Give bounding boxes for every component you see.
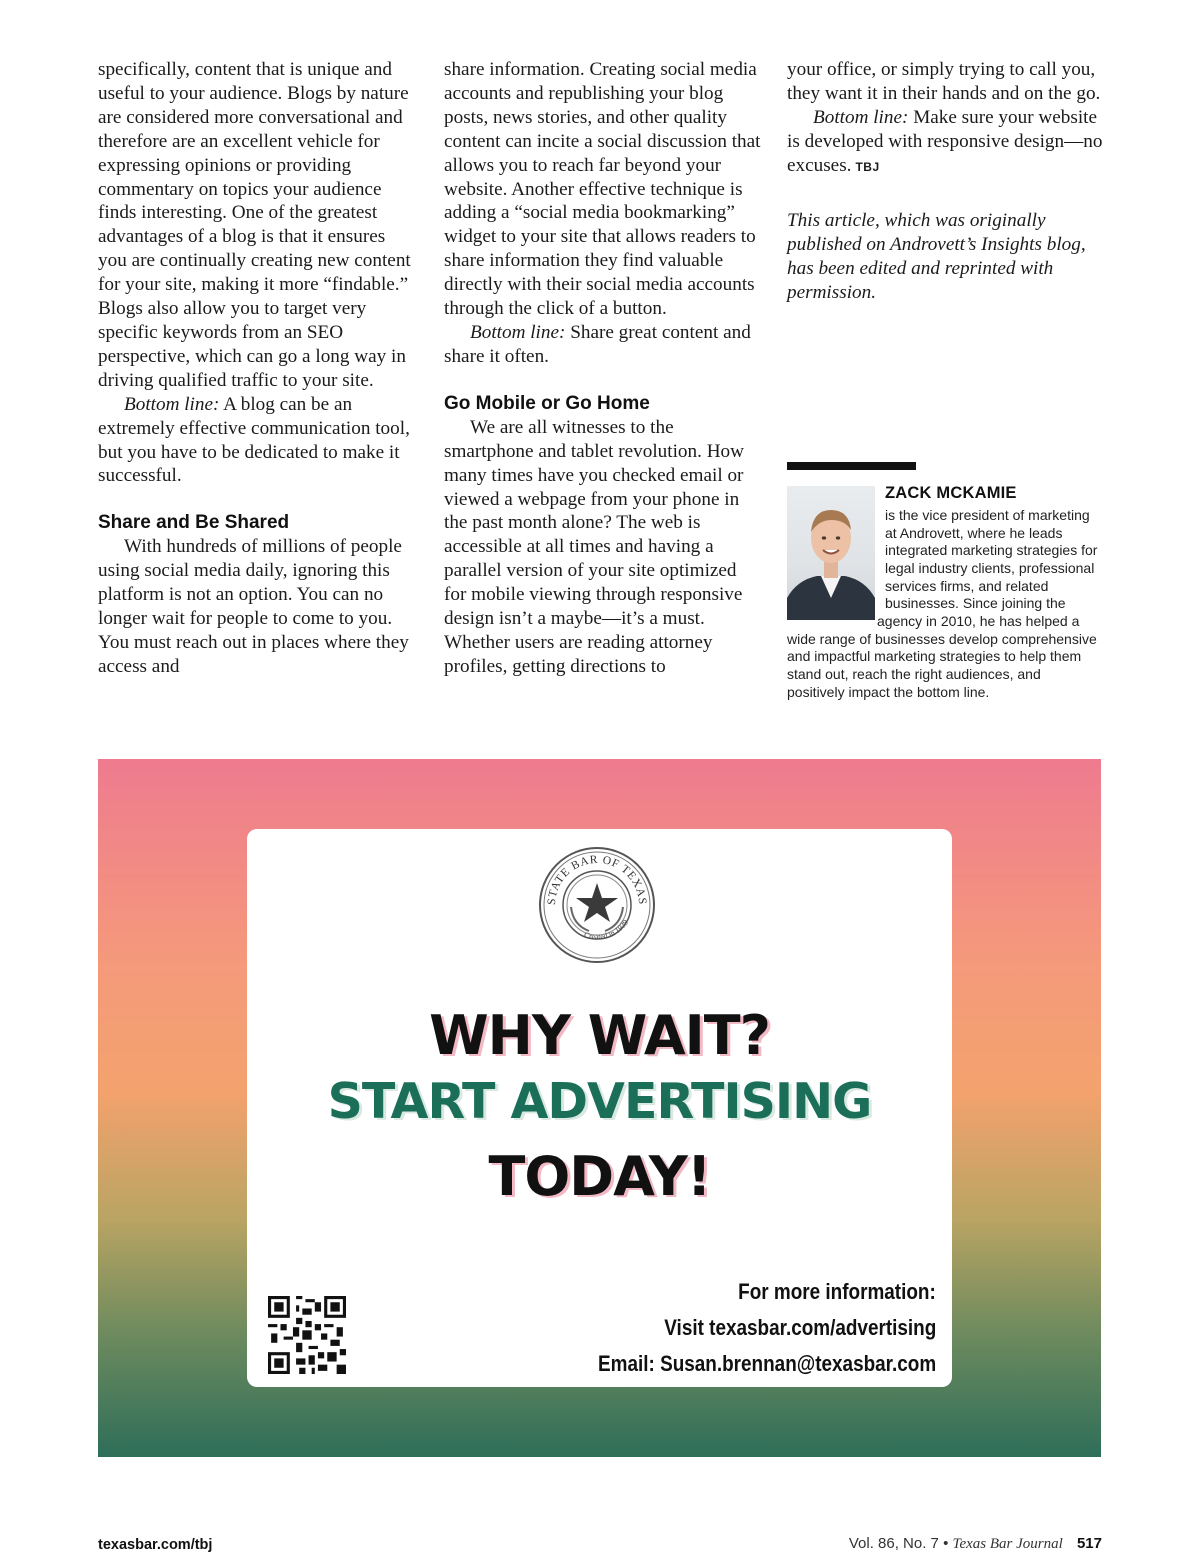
advertisement (98, 759, 1101, 1457)
paragraph: share information. Creating social media accounts and republishing your blog posts, news stories, and other quality content can incite a social discussion that allows you to reach far beyond your website. Another effective technique is adding a “social media bookmarking” widget to your site that allows readers to share information they find valuable directly with their social media accounts through the click of a button. (444, 59, 761, 320)
paragraph: We are all witnesses to the smartphone and tablet revolution. How many times have you checked email or viewed a webpage from your phone in the past month alone? The web is accessible at all times and having a parallel version of your site optimized for mobile viewing through responsive design isn’t a maybe—it’s a must. Whether users are reading attorney profiles, getting directions to (444, 416, 745, 677)
bottom-line-label: Bottom line: (470, 321, 566, 343)
paragraph: With hundreds of millions of people using social media daily, ignoring this platform is not an option. You can no longer wait for people to come to you. You must reach out in places where they access and (98, 536, 409, 677)
qr-code-icon[interactable] (268, 1296, 346, 1374)
bio-line: integrated marketing strategies for (885, 542, 1098, 558)
reprint-note: This article, which was originally published on Androvett’s Insights blog, has been edited and reprinted with permission. (787, 209, 1086, 303)
bio-line: services firms, and related (885, 578, 1049, 594)
paragraph: your office, or simply trying to call you, they want it in their hands and on the go. (787, 59, 1101, 104)
bio-line: businesses. Since joining the (885, 595, 1066, 611)
footer-volume: Vol. 86, No. 7 (848, 1535, 939, 1552)
paragraph: specifically, content that is unique and useful to your audience. Blogs by nature are considered more conversational and therefore are an excellent vehicle for expressing opinions or providing commentary on topics your audience finds interesting. One of the greatest advantages of a blog is that it ensures you are continually creating new content for your site, making it more “findable.” Blogs also allow you to target very specific keywords from an SEO perspective, which can go a long way in driving qualified traffic to your site. (98, 59, 411, 391)
ad-website-link[interactable]: Visit texasbar.com/advertising (663, 1315, 936, 1340)
article-column-2 (444, 58, 762, 679)
seal-text-bottom: Created in 1939 (582, 918, 631, 942)
state-bar-seal-icon (537, 845, 657, 965)
section-heading: Share and Be Shared (98, 512, 290, 534)
footer-website-link[interactable]: texasbar.com/tbj (98, 1537, 213, 1553)
bio-line: wide range of businesses develop comprehensive (787, 631, 1097, 647)
author-photo (787, 486, 875, 620)
page-number: 517 (1076, 1535, 1102, 1552)
ad-email-link[interactable]: Email: Susan.brennan@texasbar.com (597, 1351, 936, 1376)
ad-card (247, 829, 952, 1387)
article-column-3 (787, 58, 1105, 305)
footer-issue-info (849, 1535, 1102, 1553)
bottom-line-paragraph (98, 393, 416, 489)
footer-journal-name: Texas Bar Journal (952, 1536, 1063, 1552)
bottom-line-label: Bottom line: (813, 106, 909, 128)
bottom-line-text: Make sure your website is developed with responsive design—no excuses. (787, 106, 1103, 176)
bio-line: is the vice president of marketing (885, 507, 1090, 523)
bottom-line-paragraph (444, 321, 762, 369)
section-heading: Go Mobile or Go Home (444, 392, 650, 414)
ad-headline-3: TODAY! (488, 1145, 711, 1208)
article-column-1 (98, 58, 416, 679)
bio-line: agency in 2010, he has helped a (877, 613, 1080, 629)
ad-headline-2: START ADVERTISING (327, 1073, 872, 1130)
bottom-line-paragraph (787, 106, 1105, 180)
ad-headline-1: WHY WAIT? (429, 1004, 770, 1067)
seal-text-top: STATE BAR OF TEXAS (545, 853, 649, 906)
author-name: ZACK MCKAMIE (885, 484, 1017, 502)
end-mark: TBJ (855, 159, 880, 174)
bio-line: positively impact the bottom line. (787, 684, 990, 700)
ad-info-heading: For more information: (738, 1279, 936, 1304)
bio-line: stand out, reach the right audiences, and (787, 666, 1041, 682)
bio-line: legal industry clients, professional (885, 560, 1095, 576)
bottom-line-label: Bottom line: (124, 393, 220, 415)
bio-line: and impactful marketing strategies to help them (787, 648, 1082, 664)
bottom-line-text: Share great content and share it often. (444, 321, 751, 367)
bio-line: at Androvett, where he leads (885, 525, 1063, 541)
footer-bullet: • (943, 1535, 949, 1552)
bottom-line-text: A blog can be an extremely effective communication tool, but you have to be dedicated to make it successful. (98, 393, 410, 487)
bio-divider (787, 462, 916, 470)
